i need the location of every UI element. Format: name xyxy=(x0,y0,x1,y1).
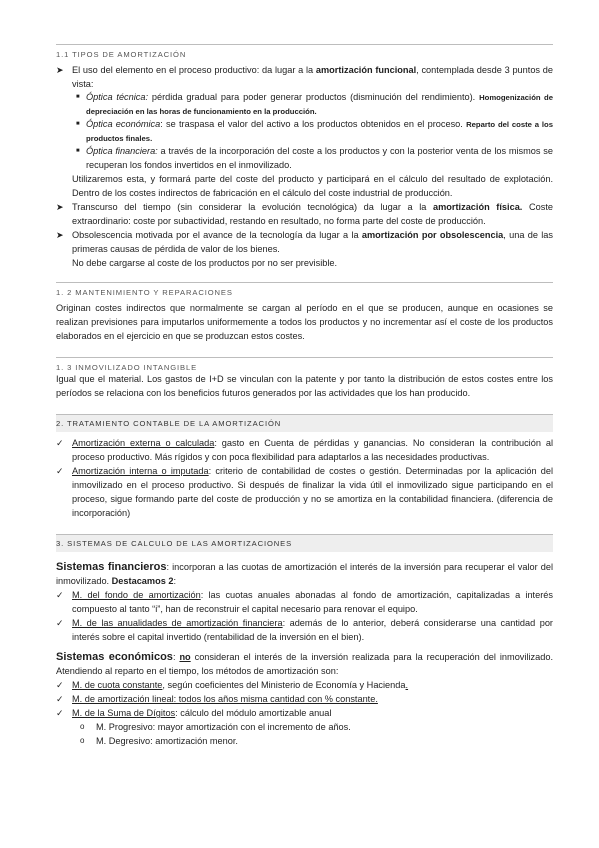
list-item: ✓ M. de la Suma de Dígitos: cálculo del módulo amortizable anual xyxy=(56,708,332,718)
arrow-bullet-icon: ➤ xyxy=(56,230,64,240)
check-icon: ✓ xyxy=(56,694,64,704)
section-header-intangible: 1. 3 INMOVILIZADO INTANGIBLE xyxy=(56,357,553,372)
list-item: o M. Degresivo: amortización menor. xyxy=(80,736,238,746)
paragraph: Originan costes indirectos que normalmente se cargan al período en el que se producen, aunque en ocasiones se realizan previsiones para imputarlos uniformemente a todos los productos y no incrementar así el coste de los productos elaborados en el ejercicio en que se produzcan estos costes. xyxy=(56,303,553,341)
check-icon: ✓ xyxy=(56,466,64,476)
list-item: ✓ M. de amortización lineal: todos los años misma cantidad con % constante. xyxy=(56,694,378,704)
square-bullet-icon: ■ xyxy=(76,121,80,127)
list-item: o M. Progresivo: mayor amortización con el incremento de años. xyxy=(80,722,351,732)
check-icon: ✓ xyxy=(56,708,64,718)
paragraph: No debe cargarse al coste de los productos por no ser previsible. xyxy=(72,258,338,268)
section-header-mantenimiento: 1. 2 MANTENIMIENTO Y REPARACIONES xyxy=(56,282,553,297)
list-item: ✓ M. de las anualidades de amortización financiera: además de lo anterior, deberá considerarse una cantidad por interés sobre el capital invertido (rentabilidad de la inversión en el bien). xyxy=(56,618,553,642)
section-header-tipos: 1.1 TIPOS DE AMORTIZACIÓN xyxy=(56,44,553,59)
arrow-bullet-icon: ➤ xyxy=(56,202,64,212)
check-icon: ✓ xyxy=(56,680,64,690)
list-item: ■ Óptica técnica: pérdida gradual para poder generar productos (disminución del rendimiento). Homogenización de depreciación en las horas de funcionamiento en la producción. xyxy=(76,92,553,116)
list-item: ➤ El uso del elemento en el proceso productivo: da lugar a la amortización funcional, contemplada desde 3 puntos de vista: xyxy=(56,65,553,89)
list-item: ✓ Amortización interna o imputada: criterio de contabilidad de costes o gestión. Determinadas por la aplicación del inmovilizado en el proceso productivo. Si después de finalizar la vida útil el inmovilizado sigue participando en el proceso, sigue formando parte del coste de producción y no se amortiza en la contabilidad financiera. (diferencia de incorporación) xyxy=(56,466,553,518)
square-bullet-icon: ■ xyxy=(76,148,80,154)
circle-bullet-icon: o xyxy=(80,722,85,731)
check-icon: ✓ xyxy=(56,438,64,448)
section-header-sistemas: 3. SISTEMAS DE CALCULO DE LAS AMORTIZACIONES xyxy=(56,534,553,552)
list-item: ✓ Amortización externa o calculada: gasto en Cuenta de pérdidas y ganancias. No consideran la contribución al proceso productivo. Más rígidos y con poca flexibilidad para adaptarlos a las necesidades productivas. xyxy=(56,438,553,462)
section-header-tratamiento: 2. TRATAMIENTO CONTABLE DE LA AMORTIZACIÓN xyxy=(56,414,553,432)
square-bullet-icon: ■ xyxy=(76,94,80,100)
list-item: ✓ M. del fondo de amortización: las cuotas anuales abonadas al fondo de amortización, capitalizadas a interés compuesto al tanto “i”, han de reconstruir el capital necesario para renovar el equipo. xyxy=(56,590,553,614)
paragraph: Sistemas financieros: incorporan a las cuotas de amortización el interés de la inversión para recuperar el valor del inmovilizado. Destacamos 2: xyxy=(56,561,553,586)
paragraph: Utilizaremos esta, y formará parte del coste del producto y participará en el cálculo del resultado de explotación. Dentro de los costes indirectos de fabricación en el cálculo del coste industrial de producción. xyxy=(72,174,553,198)
circle-bullet-icon: o xyxy=(80,736,85,745)
list-item: ■ Óptica financiera: a través de la incorporación del coste a los productos y con la posterior venta de los mismos se recuperan los fondos invertidos en el inmovilizado. xyxy=(76,146,554,170)
arrow-bullet-icon: ➤ xyxy=(56,65,64,75)
check-icon: ✓ xyxy=(56,618,64,628)
list-item: ■ Óptica económica: se traspasa el valor del activo a los productos obtenidos en el proceso. Reparto del coste a los productos finales. xyxy=(76,119,553,143)
list-item: ➤ Transcurso del tiempo (sin considerar la evolución tecnológica) da lugar a la amortización física. Coste extraordinario: coste por subactividad, restando en resultado, no forma parte del coste de producción. xyxy=(56,202,553,226)
paragraph: Igual que el material. Los gastos de I+D se vinculan con la patente y por tanto la distribución de estos costes entre los períodos se relaciona con los beneficios futuros generados por las actividades que los han producido. xyxy=(56,374,553,398)
check-icon: ✓ xyxy=(56,590,64,600)
paragraph: Sistemas económicos: no consideran el interés de la inversión realizada para la recuperación del inmovilizado. Atendiendo al reparto en el tiempo, los métodos de amortización son: xyxy=(56,651,553,676)
list-item: ✓ M. de cuota constante, según coeficientes del Ministerio de Economía y Hacienda. xyxy=(56,680,409,690)
list-item: ➤ Obsolescencia motivada por el avance de la tecnología da lugar a la amortización por obsolescencia, una de las primeras causas de pérdida de valor de los bienes. xyxy=(56,230,553,254)
